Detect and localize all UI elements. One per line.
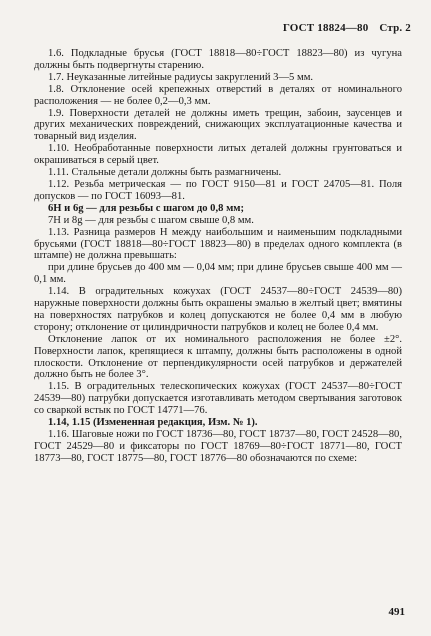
paragraph-1-13-values: при длине брусьев до 400 мм — 0,04 мм; при длине брусьев свыше 400 мм — 0,1 мм.: [34, 262, 402, 286]
standard-number: ГОСТ 18824—80: [282, 22, 369, 34]
paragraph-1-10: 1.10. Необработанные поверхности литых деталей должны грунтоваться и окрашиваться в серый цвет.: [34, 143, 402, 167]
paragraph-1-14-deviation: Отклонение лапок от их номинального расположения не более ±2°. Поверхности лапок, крепящиеся к штампу, должны быть расположены в одной плоскости. Отклонение от перпендикулярности осей патрубков и держателей должно быть не более 3°.: [34, 333, 402, 381]
page-number: 491: [388, 606, 405, 618]
document-body: [34, 48, 402, 465]
page-label: Стр. 2: [379, 22, 411, 34]
paragraph-1-15: 1.15. В оградительных телескопических кожухах (ГОСТ 24537—80÷ГОСТ 24539—80) патрубки допускается изготавливать методом свертывания заготовок со сваркой встык по ГОСТ 14771—76.: [34, 381, 402, 417]
paragraph-1-6: 1.6. Подкладные брусья (ГОСТ 18818—80÷ГОСТ 18823—80) из чугуна должны быть подвергнуты старению.: [34, 48, 402, 71]
paragraph-1-7: 1.7. Неуказанные литейные радиусы закруглений 3—5 мм.: [48, 71, 314, 83]
amendment-note: 1.14, 1.15 (Измененная редакция, Изм. № 1).: [48, 417, 258, 429]
paragraph-1-11: 1.11. Стальные детали должны быть размагничены.: [48, 167, 282, 179]
page-header: [275, 22, 411, 34]
paragraph-1-16: 1.16. Шаговые ножи по ГОСТ 18736—80, ГОСТ 18737—80, ГОСТ 24528—80, ГОСТ 24529—80 и фиксаторы по ГОСТ 18769—80÷ГОСТ 18771—80, ГОСТ 18773—80, ГОСТ 18775—80, ГОСТ 18776—80 обозначаются по схеме:: [34, 429, 402, 464]
thread-tolerance-fine: 6H и 6g — для резьбы с шагом до 0,8 мм;: [48, 202, 245, 214]
paragraph-1-13: 1.13. Разница размеров H между наибольшим и наименьшим подкладными брусьями (ГОСТ 18818—80÷ГОСТ 18823—80) в пределах одного комплекта (в штампе) не должна превышать:: [34, 226, 402, 262]
paragraph-1-14: 1.14. В оградительных кожухах (ГОСТ 24537—80÷ГОСТ 24539—80) наружные поверхности должны быть окрашены эмалью в желтый цвет; вмятины на поверхностях патрубков и колец допускаются не более 0,4 мм в любую сторону; отклонение от цилиндричности патрубков и колец не более 0,4 мм.: [34, 286, 402, 333]
paragraph-1-9: 1.9. Поверхности деталей не должны иметь трещин, забоин, заусенцев и других механических повреждений, снижающих эксплуатационные качества и товарный вид изделия.: [34, 107, 402, 143]
paragraph-1-12: 1.12. Резьба метрическая — по ГОСТ 9150—81 и ГОСТ 24705—81. Поля допусков — по ГОСТ 16093—81.: [34, 178, 402, 202]
paragraph-1-8: 1.8. Отклонение осей крепежных отверстий в деталях от номинального расположения — не более 0,2—0,3 мм.: [34, 83, 402, 107]
thread-tolerance-coarse: 7H и 8g — для резьбы с шагом свыше 0,8 мм.: [48, 214, 254, 226]
